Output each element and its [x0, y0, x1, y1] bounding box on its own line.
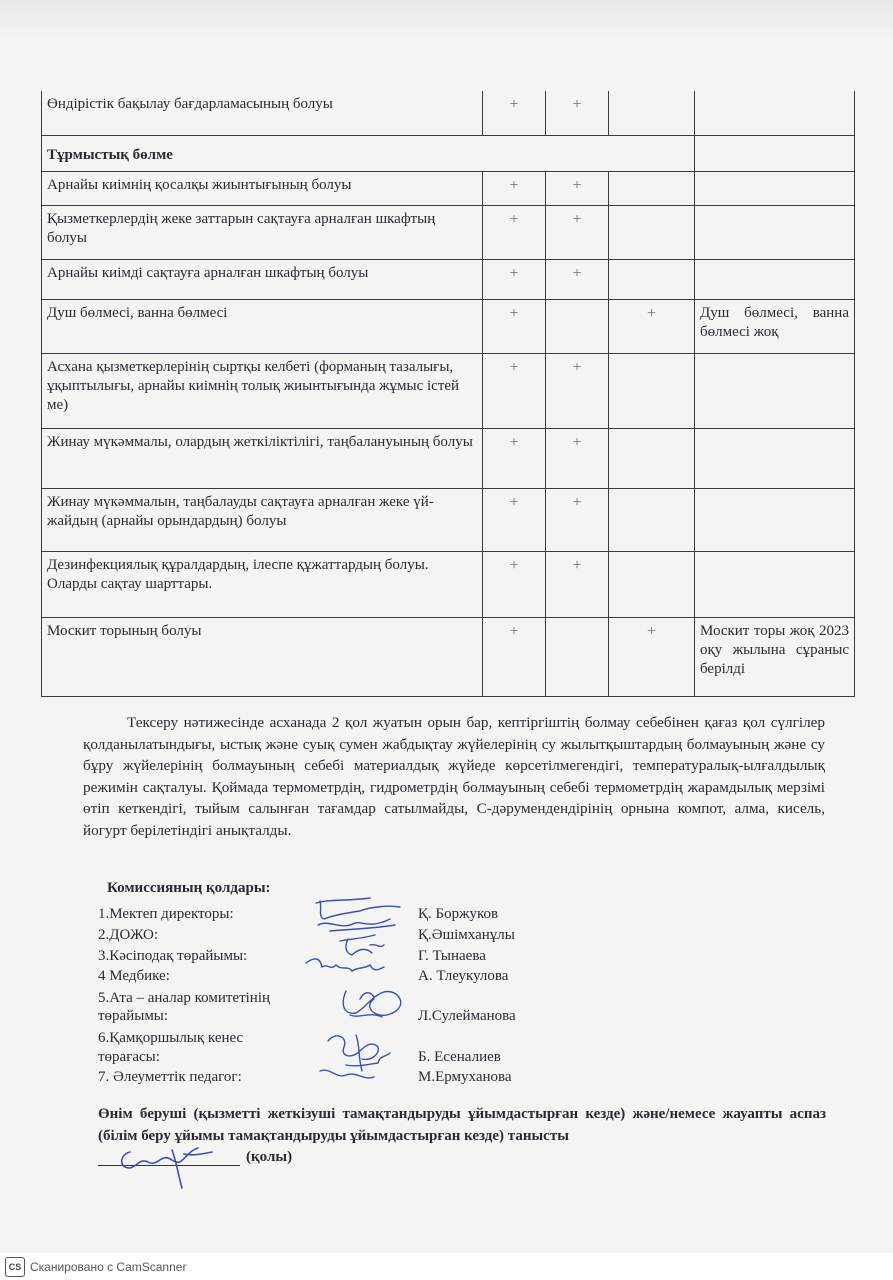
row-label: Өндірістік бақылау бағдарламасының болуы: [42, 91, 483, 135]
mark-col-2: +: [546, 259, 609, 299]
member-role: 2.ДОЖО:: [98, 927, 159, 943]
row-label: Арнайы киімнің қосалқы жиынтығының болуы: [42, 171, 483, 205]
mark-col-2: +: [546, 353, 609, 428]
commission-signatures-image: [300, 895, 420, 1095]
mark-col-2: +: [546, 488, 609, 551]
member-role: 5.Ата – аналар комитетінің: [98, 990, 271, 1006]
table-row: [42, 353, 855, 428]
acquaintance-signature-image: [112, 1140, 222, 1192]
member-name: Г. Тынаева: [418, 948, 486, 964]
acquaintance-statement: Өнім беруші (қызметті жеткізуші тамақтандыруды ұйымдастырған кезде) және/немесе жауапты аспаз (білім беру ұйымы тамақтандыруды ұйымдастырған кезде) танысты: [98, 1106, 826, 1144]
mark-col-2: [546, 299, 609, 353]
mark-col-1: +: [483, 428, 546, 488]
member-name: Л.Сулейманова: [418, 1008, 516, 1024]
member-name: М.Ермуханова: [418, 1069, 512, 1085]
commission-title: Комиссияның қолдары:: [107, 880, 271, 896]
mark-col-1: +: [483, 299, 546, 353]
section-row: [42, 135, 855, 171]
table-row: [42, 259, 855, 299]
mark-col-1: +: [483, 205, 546, 259]
mark-col-1: +: [483, 617, 546, 696]
mark-col-2: +: [546, 428, 609, 488]
row-label: Жинау мүкәммалы, олардың жеткіліктілігі, таңбалануының болуы: [42, 428, 483, 488]
mark-col-2: +: [546, 91, 609, 135]
table-row: [42, 617, 855, 696]
camscanner-logo: CS: [5, 1257, 25, 1277]
mark-col-1: +: [483, 551, 546, 617]
row-note: [695, 171, 855, 205]
section-note: [695, 135, 855, 171]
mark-col-1: +: [483, 353, 546, 428]
row-label: Москит торының болуы: [42, 617, 483, 696]
table-row: [42, 299, 855, 353]
member-name: А. Тлеукулова: [418, 968, 509, 984]
table-row: [42, 171, 855, 205]
mark-col-1: +: [483, 259, 546, 299]
row-note: [695, 353, 855, 428]
mark-col-2: [546, 617, 609, 696]
mark-col-2: +: [546, 171, 609, 205]
mark-col-3: [609, 259, 695, 299]
member-role: төрағасы:: [98, 1049, 160, 1065]
page-top-shadow: [0, 0, 893, 40]
mark-col-3: [609, 91, 695, 135]
row-note: [695, 428, 855, 488]
mark-col-3: [609, 551, 695, 617]
member-role: 6.Қамқоршылық кенес: [98, 1030, 244, 1046]
table-row: [42, 91, 855, 135]
table-row: [42, 551, 855, 617]
mark-col-2: +: [546, 551, 609, 617]
conclusion-paragraph: Тексеру нәтижесінде асханада 2 қол жуатын орын бар, кептіргіштің болмау себебінен қағаз қол сүлгілер қолданылатындығы, ыстық және суық сумен жабдықтау жүйелерінің су жылытқыштардың болмауының және су бұру жүйелерінің болмауының себебі материалдық жүйеде көрсетілмегендігі, температуралық-ылғалдылық режимін сақталуы. Қоймада термометрдің, гидрометрдің болмауының себебі термометрдің жарамдылық мерзімі өтіп кеткендігі, тыйым салынған тағамдар сатылмайды, С-дәрумендендірінің орнына компот, алма, кисель, йогурт берілетіндігі анықталды.: [83, 714, 825, 839]
mark-col-3: [609, 205, 695, 259]
row-label: Дезинфекциялық құралдардың, ілеспе құжаттардың болуы. Оларды сақтау шарттары.: [42, 551, 483, 617]
row-note: [695, 488, 855, 551]
member-name: Қ. Боржуков: [418, 906, 499, 922]
member-role: 3.Кәсіподақ төрайымы:: [98, 948, 248, 964]
scanner-watermark-text: Сканировано с CamScanner: [30, 1259, 187, 1274]
row-label: Арнайы киімді сақтауға арналған шкафтың болуы: [42, 259, 483, 299]
row-note: [695, 91, 855, 135]
inspection-table: [41, 91, 855, 697]
mark-col-3: +: [609, 299, 695, 353]
row-note: [695, 205, 855, 259]
row-label: Қызметкерлердің жеке заттарын сақтауға арналған шкафтың болуы: [42, 205, 483, 259]
member-role: 4 Медбике:: [98, 968, 170, 984]
mark-col-3: [609, 428, 695, 488]
row-label: Душ бөлмесі, ванна бөлмесі: [42, 299, 483, 353]
table-row: [42, 428, 855, 488]
row-label: Асхана қызметкерлерінің сыртқы келбеті (форманың тазалығы, ұқыптылығы, арнайы киімнің толық жиынтығында жұмыс істей ме): [42, 353, 483, 428]
member-name: Б. Есеналиев: [418, 1049, 501, 1065]
mark-col-2: +: [546, 205, 609, 259]
signature-label: (қолы): [246, 1149, 293, 1165]
member-name: Қ.Әшімханұлы: [418, 927, 515, 943]
mark-col-1: +: [483, 91, 546, 135]
mark-col-3: [609, 488, 695, 551]
mark-col-3: [609, 171, 695, 205]
member-role: төрайымы:: [98, 1008, 169, 1024]
mark-col-1: +: [483, 171, 546, 205]
section-title: Тұрмыстық бөлме: [42, 135, 695, 171]
mark-col-1: +: [483, 488, 546, 551]
row-label: Жинау мүкәммалын, таңбалауды сақтауға арналған жеке үй-жайдың (арнайы орындардың) болуы: [42, 488, 483, 551]
table-row: [42, 205, 855, 259]
row-note: [695, 551, 855, 617]
mark-col-3: [609, 353, 695, 428]
member-role: 7. Әлеуметтік педагог:: [98, 1069, 242, 1085]
mark-col-3: +: [609, 617, 695, 696]
scanner-watermark-bar: [0, 1253, 893, 1280]
row-note: Москит торы жоқ 2023 оқу жылына сұраныс берілді: [695, 617, 855, 696]
row-note: [695, 259, 855, 299]
table-row: [42, 488, 855, 551]
row-note: Душ бөлмесі, ванна бөлмесі жоқ: [695, 299, 855, 353]
member-role: 1.Мектеп директоры:: [98, 906, 234, 922]
